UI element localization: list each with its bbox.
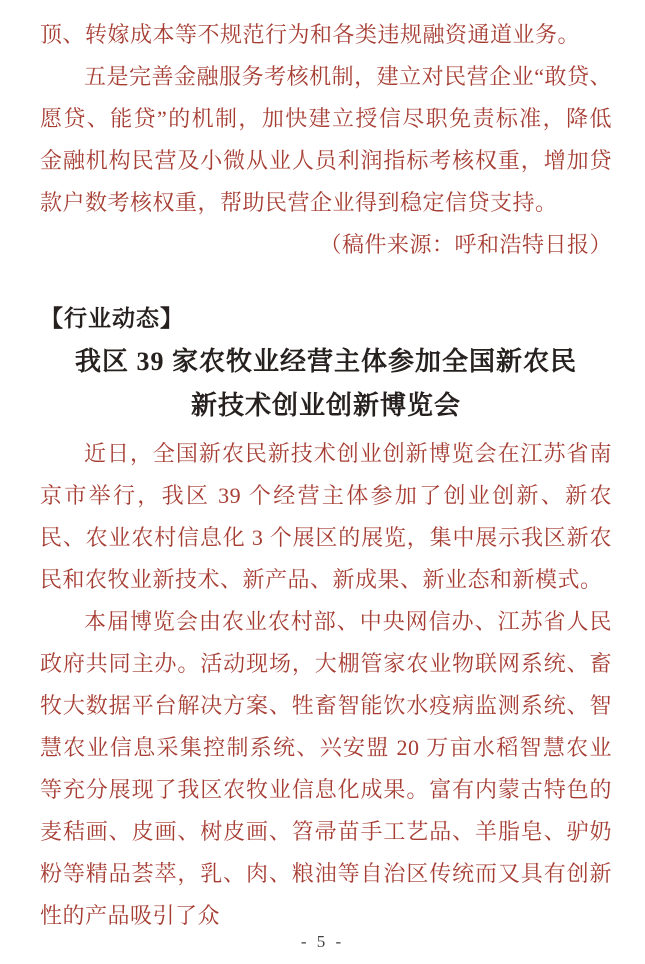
- article-title-line-2: 新技术创业创新博览会: [190, 391, 461, 420]
- document-content: [40, 14, 612, 937]
- article-body: [40, 433, 612, 937]
- section-header-industry-news: 【行业动态】: [40, 305, 184, 331]
- prev-article-paragraph: 五是完善金融服务考核机制，建立对民营企业“敢贷、愿贷、能贷”的机制，加快建立授信尽职免责标准，降低金融机构民营及小微从业人员利润指标考核权重，增加贷款户数考核权重，帮助民营企业得到稳定信贷支持。: [40, 64, 612, 215]
- page-number: - 5 -: [300, 932, 345, 951]
- article-title-line-1: 我区 39 家农牧业经营主体参加全国新农民: [74, 347, 577, 376]
- source-attribution: （稿件来源：呼和浩特日报）: [319, 232, 612, 257]
- article-paragraph-1: 近日，全国新农民新技术创业创新博览会在江苏省南京市举行，我区 39 个经营主体参加了创业创新、新农民、农业农村信息化 3 个展区的展览，集中展示我区新农民和农牧业新技术、新产品、新成果、新业态和新模式。: [40, 441, 612, 592]
- article-paragraph-2: 本届博览会由农业农村部、中央网信办、江苏省人民政府共同主办。活动现场，大棚管家农业物联网系统、畜牧大数据平台解决方案、牲畜智能饮水疫病监测系统、智慧农业信息采集控制系统、兴安盟 20 万亩水稻智慧农业等充分展现了我区农牧业信息化成果。富有内蒙古特色的麦秸画、皮画、树皮画、笤帚苗手工艺品、羊脂皂、驴奶粉等精品荟萃，乳、肉、粮油等自治区传统而又具有创新性的产品吸引了众: [40, 609, 612, 928]
- prev-article-continuation-line: 顶、转嫁成本等不规范行为和各类违规融资通道业务。: [40, 22, 581, 47]
